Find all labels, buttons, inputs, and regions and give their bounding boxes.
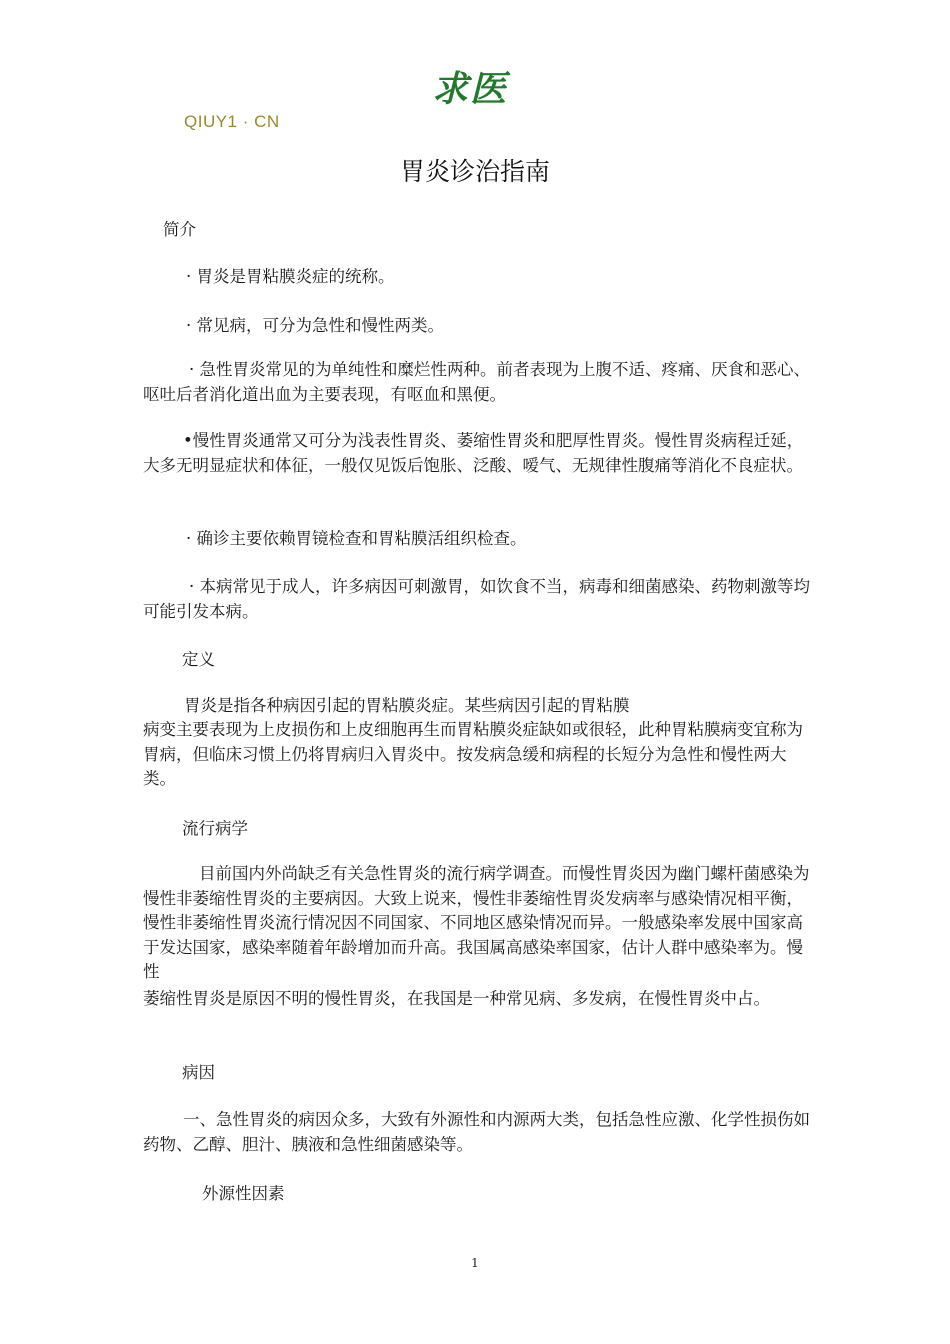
page-title: 胃炎诊治指南 (399, 157, 550, 186)
section-heading-etiology: 病因 (182, 1063, 215, 1082)
intro-paragraph-6: · 本病常见于成人，许多病因可刺激胃，如饮食不当，病毒和细菌感染、药物刺激等均可能引发本病。 (143, 577, 810, 621)
site-logo-text: QIUY1 · CN (184, 112, 280, 131)
section-heading-intro: 简介 (163, 220, 196, 239)
intro-paragraph-2: · 常见病，可分为急性和慢性两类。 (186, 316, 444, 335)
definition-paragraph-line1: 胃炎是指各种病因引起的胃粘膜炎症。某些病因引起的胃粘膜 (184, 696, 630, 715)
intro-paragraph-3: · 急性胃炎常见的为单纯性和糜烂性两种。前者表现为上腹不适、疼痛、厌食和恶心、呕吐后者消化道出血为主要表现，有呕血和黑便。 (143, 360, 810, 404)
epidemiology-paragraph-1: 目前国内外尚缺乏有关急性胃炎的流行病学调查。而慢性胃炎因为幽门螺杆菌感染为慢性非萎缩性胃炎的主要病因。大致上说来，慢性非萎缩性胃炎发病率与感染情况相平衡，慢性非萎缩性胃炎流行情况因不同国家、不同地区感染情况而异。一般感染率发展中国家高于发达国家，感染率随着年龄增加而升高。我国属高感染率国家，估计人群中感染率为。慢性 (143, 864, 810, 981)
section-heading-definition: 定义 (182, 650, 215, 669)
section-heading-exogenous: 外源性因素 (202, 1184, 285, 1203)
intro-paragraph-4: •慢性胃炎通常又可分为浅表性胃炎、萎缩性胃炎和肥厚性胃炎。慢性胃炎病程迁延，大多无明显症状和体征，一般仅见饭后饱胀、泛酸、嗳气、无规律性腹痛等消化不良症状。 (143, 431, 804, 475)
definition-paragraph-rest: 病变主要表现为上皮损伤和上皮细胞再生而胃粘膜炎症缺如或很轻，此种胃粘膜病变宜称为胃病，但临床习惯上仍将胃病归入胃炎中。按发病急缓和病程的长短分为急性和慢性两大类。 (143, 720, 803, 788)
etiology-paragraph-1: 一、急性胃炎的病因众多，大致有外源性和内源两大类，包括急性应激、化学性损伤如药物、乙醇、胆汁、胰液和急性细菌感染等。 (143, 1110, 810, 1154)
epidemiology-paragraph-2: 萎缩性胃炎是原因不明的慢性胃炎，在我国是一种常见病、多发病，在慢性胃炎中占。 (143, 989, 770, 1008)
intro-paragraph-1: · 胃炎是胃粘膜炎症的统称。 (186, 267, 395, 286)
intro-paragraph-5: · 确诊主要依赖胃镜检查和胃粘膜活组织检查。 (186, 529, 527, 548)
section-heading-epidemiology: 流行病学 (182, 819, 248, 838)
page-number: 1 (471, 1256, 479, 1270)
site-logo-mark: 求医 (432, 68, 509, 110)
